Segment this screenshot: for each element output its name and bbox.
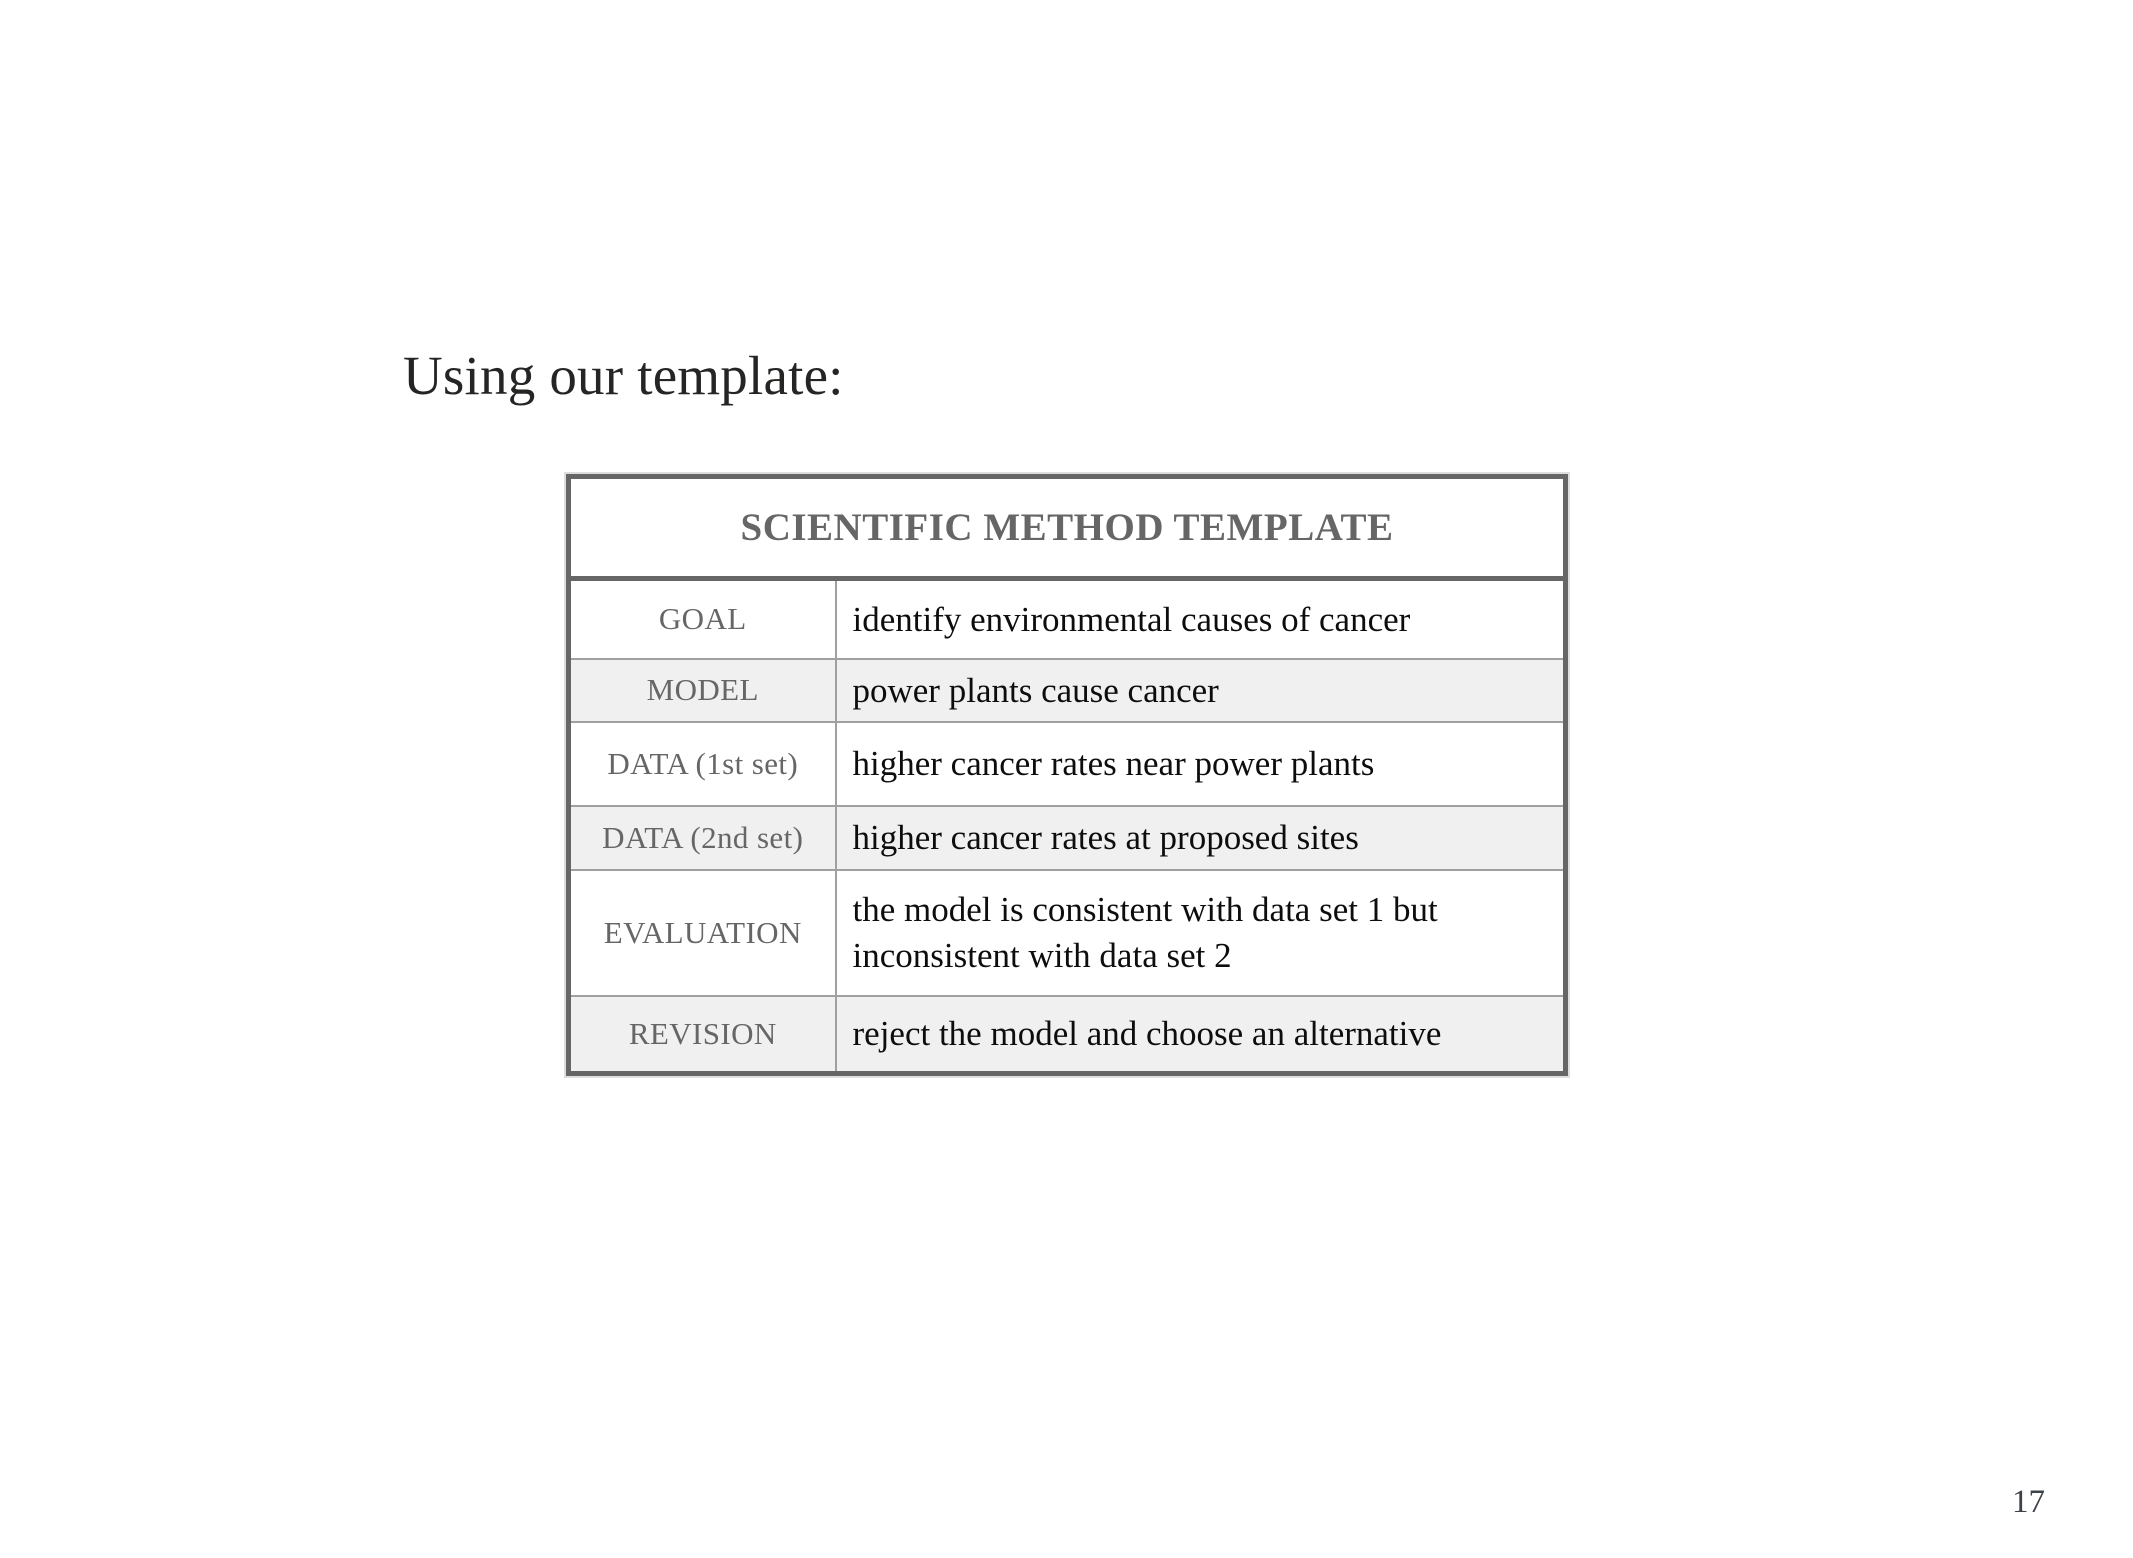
row-value: power plants cause cancer [836,659,1566,723]
row-label: DATA (2nd set) [569,806,836,870]
table-row [569,996,1566,1074]
row-value: identify environmental causes of cancer [836,579,1566,659]
row-label: MODEL [569,659,836,723]
table-body [569,579,1566,1074]
table-row [569,579,1566,659]
page-number: 17 [2012,1484,2045,1520]
table-row [569,722,1566,806]
slide-heading: Using our template: [403,345,844,406]
row-label: EVALUATION [569,870,836,996]
row-label: REVISION [569,996,836,1074]
row-value: reject the model and choose an alternative [836,996,1566,1074]
table-row [569,806,1566,870]
row-value: higher cancer rates near power plants [836,722,1566,806]
table-row [569,659,1566,723]
row-label: GOAL [569,579,836,659]
table-title: SCIENTIFIC METHOD TEMPLATE [569,477,1566,579]
row-value: higher cancer rates at proposed sites [836,806,1566,870]
scientific-method-template-table [566,474,1568,1076]
row-label: DATA (1st set) [569,722,836,806]
row-value: the model is consistent with data set 1 but inconsistent with data set 2 [836,870,1566,996]
table-title-row [569,477,1566,579]
table-row [569,870,1566,996]
